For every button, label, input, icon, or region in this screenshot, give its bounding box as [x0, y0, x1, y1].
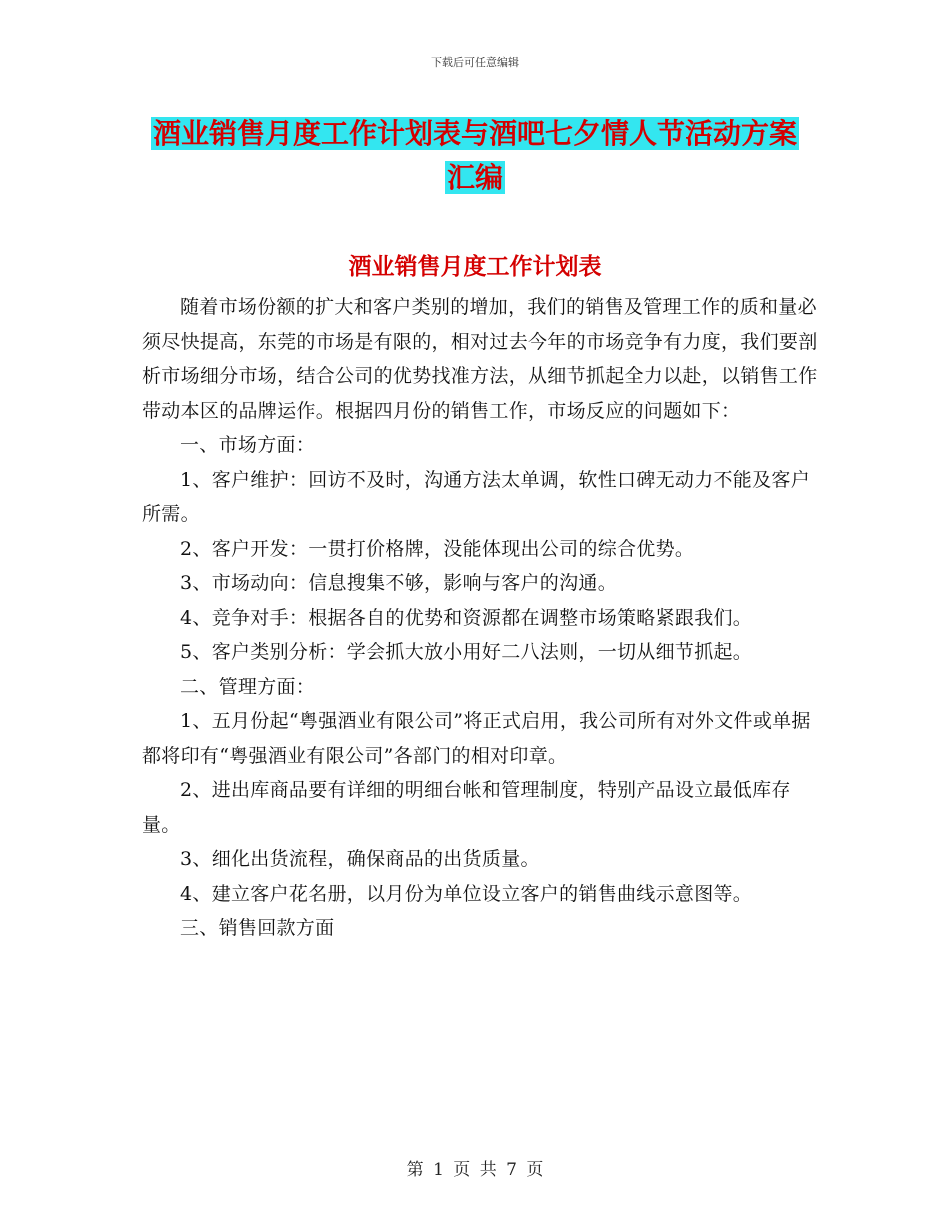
paragraph: 二、管理方面：	[180, 675, 316, 698]
paragraph: 4、竞争对手：根据各自的优势和资源都在调整市场策略紧跟我们。	[180, 606, 753, 629]
paragraph: 3、市场动向：信息搜集不够，影响与客户的沟通。	[180, 572, 617, 594]
paragraph: 2、客户开发：一贯打价格牌，没能体现出公司的综合优势。	[180, 537, 695, 560]
paragraph: 2、进出库商品要有详细的明细台帐和管理制度，特别产品设立最低库存量。	[142, 779, 791, 836]
paragraph: 3、细化出货流程，确保商品的出货质量。	[180, 848, 540, 870]
document-title	[0, 112, 950, 200]
paragraph: 一、市场方面：	[180, 434, 316, 456]
paragraph: 4、建立客户花名册，以月份为单位设立客户的销售曲线示意图等。	[180, 882, 753, 905]
paragraph: 随着市场份额的扩大和客户类别的增加，我们的销售及管理工作的质和量必须尽快提高，东莞的市场是有限的，相对过去今年的市场竞争有力度，我们要剖析市场细分市场，结合公司的优势找准方法，从细节抓起全力以赴，以销售工作带动本区的品牌运作。根据四月份的销售工作，市场反应的问题如下：	[142, 296, 818, 422]
section-title: 酒业销售月度工作计划表	[348, 254, 602, 280]
paragraph: 三、销售回款方面	[180, 917, 335, 939]
document-title-line-1: 酒业销售月度工作计划表与酒吧七夕情人节活动方案	[152, 117, 797, 150]
body-text	[142, 290, 822, 946]
paragraph: 1、客户维护：回访不及时，沟通方法太单调，软性口碑无动力不能及客户所需。	[142, 468, 810, 525]
paragraph: 5、客户类别分析：学会抓大放小用好二八法则，一切从细节抓起。	[180, 641, 753, 663]
paragraph: 1、五月份起“粤强酒业有限公司”将正式启用，我公司所有对外文件或单据都将印有“粤强酒业有限公司”各部门的相对印章。	[142, 710, 811, 767]
page-footer: 第 1 页 共 7 页	[406, 1160, 544, 1180]
document-title-line-2: 汇编	[446, 161, 503, 194]
header-note: 下载后可任意编辑	[431, 56, 519, 69]
